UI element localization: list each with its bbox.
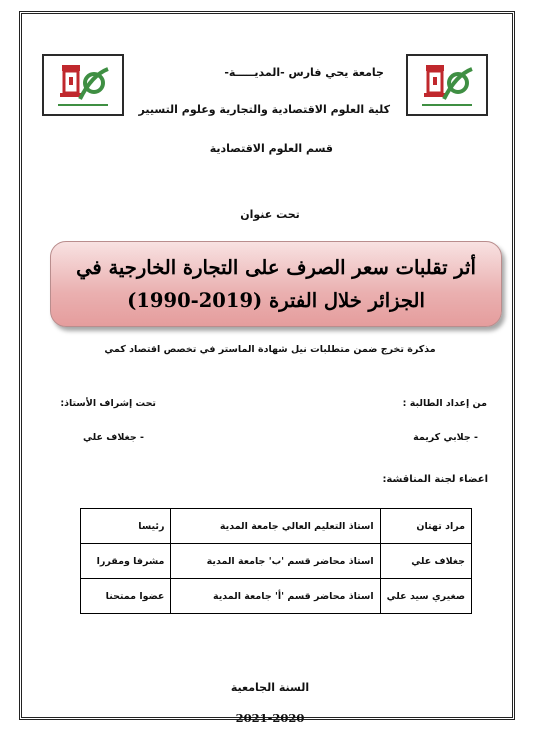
student-label: من إعداد الطالبة : — [402, 398, 487, 409]
table-row — [81, 509, 472, 544]
university-logo-left — [42, 54, 124, 116]
academic-year: 2021-2020 — [235, 711, 305, 725]
university-logo-icon — [412, 59, 482, 111]
academic-year-label: السنة الجامعية — [230, 681, 310, 694]
department-name: قسم العلوم الاقتصادية — [209, 142, 333, 155]
jury-member-name: مراد تهتان — [380, 509, 471, 544]
thesis-title-line-1: أثر تقلبات سعر الصرف على التجارة الخارجية في — [76, 256, 476, 279]
thesis-title-box — [50, 241, 502, 327]
jury-member-rank: استاذ التعليم العالي جامعة المدية — [171, 509, 380, 544]
faculty-name: كلية العلوم الاقتصادية والتجارية وعلوم التسيير — [138, 103, 390, 116]
supervisor-label: تحت إشراف الأستاذ: — [60, 398, 156, 409]
jury-member-role: عضوا ممتحنا — [81, 579, 171, 614]
jury-member-rank: استاذ محاضر قسم 'ب' جامعة المدية — [171, 544, 380, 579]
jury-table — [80, 508, 472, 614]
under-title-label: تحت عنوان — [240, 208, 300, 221]
jury-member-role: مشرفا ومقررا — [81, 544, 171, 579]
university-name: جامعة يحي فارس -المديـــــة- — [224, 66, 384, 79]
university-logo-icon — [48, 59, 118, 111]
jury-member-name: صغيري سيد علي — [380, 579, 471, 614]
jury-label: اعضاء لجنة المناقشة: — [382, 474, 488, 485]
memo-description: مذكرة تخرج ضمن متطلبات نيل شهادة الماستر في تخصص اقتصاد كمي — [104, 344, 436, 355]
jury-member-rank: استاذ محاضر قسم 'أ' جامعة المدية — [171, 579, 380, 614]
university-logo-right — [406, 54, 488, 116]
table-row — [81, 579, 472, 614]
student-name: - جلابي كريمة — [413, 432, 478, 443]
jury-member-name: جغلاف علي — [380, 544, 471, 579]
thesis-title-line-2: الجزائر خلال الفترة (2019-1990) — [127, 289, 425, 312]
jury-member-role: رئيسا — [81, 509, 171, 544]
table-row — [81, 544, 472, 579]
supervisor-name: - جغلاف علي — [83, 432, 144, 443]
